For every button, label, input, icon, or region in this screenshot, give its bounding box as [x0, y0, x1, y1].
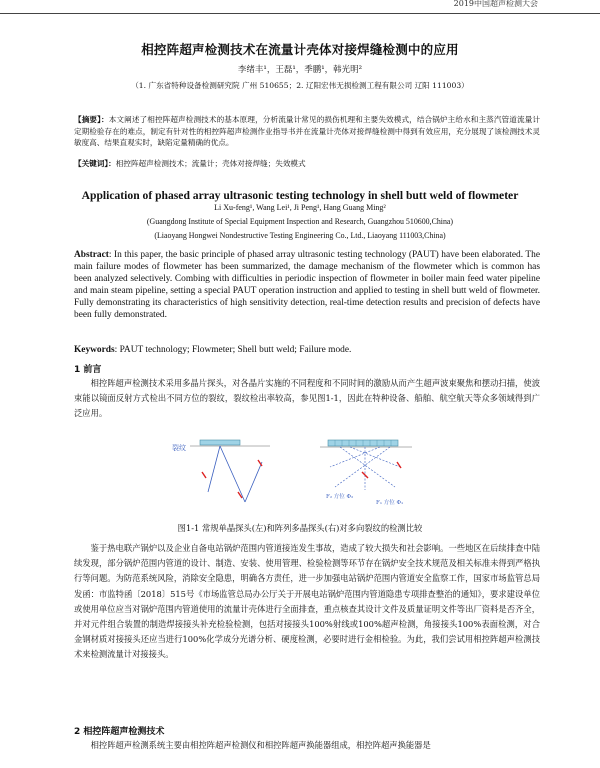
figure-crack-label: 裂纹 [172, 444, 186, 452]
figure-1-1-caption: 图1-1 常规单晶探头(左)和阵列多晶探头(右)对多向裂纹的检测比较 [177, 523, 423, 533]
section-1-heading: 1 前言 [74, 365, 102, 375]
array-beam-4 [330, 447, 380, 467]
english-keywords [74, 345, 540, 355]
array-beam-1 [340, 447, 395, 487]
english-abstract-text: : In this paper, the basic principle of phased array ultrasonic testing technology (PAUT) have been elaborated. The main failure modes of flowmeter has been summarized, the damage mechanism of the flowmeter which is common has been analyzed selectively. Combing with difficulties in periodic inspection of flowmeter in boiler main feed water pipeline and main steam pipeline, setting a special PAUT operation instruction and applied to testing in shell butt weld of flowmeter. Fully demonstrating its characteristics of high sensitivity detection, real-time detection results and precision of defects have been fully demonstrated. [74, 250, 540, 320]
section-2-paragraph-1: 相控阵超声检测系统主要由相控阵超声检测仪和相控阵超声换能器组成，相控阵超声换能器是 [90, 740, 431, 750]
left-beam-3 [208, 446, 220, 492]
section-1-paragraph-2: 鉴于热电联产锅炉以及企业自备电站锅炉范围内管道接连发生事故，造成了较大损失和社会影响。一些地区在后续排查中陆续发现，部分锅炉范围内管道的设计、制造、安装、使用管理、检验检测等环节存在锅炉安全技术规范及相关标准未得到严格执行等问题。为防范系统风险，消除安全隐患，明确各方责任，进一步加强电站锅炉范围内管道安全监察工作，国家市场监管总局发函：市监特函〔2018〕515号《市场监管总局办公厅关于开展电站锅炉范围内管道隐患专项排查整治的通知》，要求建设单位或使用单位应当对锅炉范围内管道使用的流量计壳体进行全面排查，重点核查其设计文件及质量证明文件等出厂资料是否齐全，并对元件组合装置的制造焊接接头补充检验检测，包括对接接头100%射线或100%超声检测，角接接头100%表面检测，对合金钢材质对接接头还应当进行100%化学成分光谱分析、硬度检测，必要时进行金相检验。为此，我们尝试用相控阵超声检测技术来检测流量计对接接头。 [74, 543, 540, 660]
english-keywords-text: : PAUT technology; Flowmeter; Shell butt weld; Failure mode. [114, 345, 352, 355]
left-beam-1 [220, 446, 245, 502]
running-header [0, 0, 600, 14]
left-beam-2 [245, 462, 262, 502]
crack-mark-2 [238, 492, 242, 498]
chinese-abstract-text: 本文阐述了相控阵超声检测技术的基本原理，分析流量计常见的损伤机理和主要失效模式，结合锅炉主给水和主蒸汽管道流量计定期检验存在的难点，制定有针对性的相控阵超声检测作业指导书并在流量计壳体对接焊缝检测中得到有效应用，充分展现了该检测技术灵敏度高、结果直观实时，缺陷定量精确的优点。 [74, 115, 540, 148]
english-keywords-label: Keywords [74, 345, 115, 355]
english-abstract-label: Abstract [74, 250, 109, 260]
chinese-keywords-label: 【关键词】： [74, 159, 116, 168]
english-title: Application of phased array ultrasonic testing technology in shell butt weld of flowmeter [81, 189, 519, 202]
chinese-abstract-label: 【摘要】： [74, 115, 109, 124]
section-1-paragraph-1: 相控阵超声检测技术采用多晶片探头，对各晶片实施的不同程度和不同时间的激励从而产生超声波束聚焦和摆动扫描，使波束能以镜面反射方式检出不同方位的裂纹，裂纹检出率较高，参见图1-1，因此在特种设备、船舶、航空航天等众多领域得到广泛应用。 [74, 378, 540, 419]
english-authors: Li Xu-feng¹, Wang Lei¹, Ji Peng¹, Hang Guang Ming² [214, 203, 386, 212]
chinese-keywords [74, 158, 540, 169]
figure-label-f1: F₁ 方位 Φ₁ [376, 500, 404, 506]
array-beam-2 [335, 447, 390, 487]
chinese-authors: 李绪丰¹，王磊¹，季鹏¹，韩光明² [237, 65, 363, 75]
running-title: 2019中国超声检测大会 [453, 0, 538, 8]
english-affiliation-2: (Liaoyang Hongwei Nondestructive Testing Engineering Co., Ltd., Liaoyang 111003,China) [154, 231, 446, 240]
array-crack-mark-2 [397, 462, 401, 468]
section-2-heading: 2 相控阵超声检测技术 [74, 727, 165, 737]
single-element-probe [200, 440, 240, 445]
array-beam-3 [350, 447, 400, 467]
figure-1-1 [150, 432, 450, 522]
chinese-title: 相控阵超声检测技术在流量计壳体对接焊缝检测中的应用 [141, 42, 459, 57]
chinese-affiliations: （1. 广东省特种设备检测研究院 广州 510655；2. 辽阳宏伟无损检测工程有限公司 辽阳 111003） [131, 81, 469, 90]
chinese-abstract [74, 114, 540, 149]
chinese-keywords-text: 相控阵超声检测技术；流量计；壳体对接焊缝；失效模式 [115, 159, 306, 168]
english-abstract [74, 250, 540, 321]
crack-mark-1 [202, 472, 206, 478]
figure-label-f2: F₂ 方位 Φ₂ [326, 494, 354, 500]
english-affiliation-1: (Guangdong Institute of Special Equipment Inspection and Research, Guangzhou 510600,China) [146, 217, 454, 226]
